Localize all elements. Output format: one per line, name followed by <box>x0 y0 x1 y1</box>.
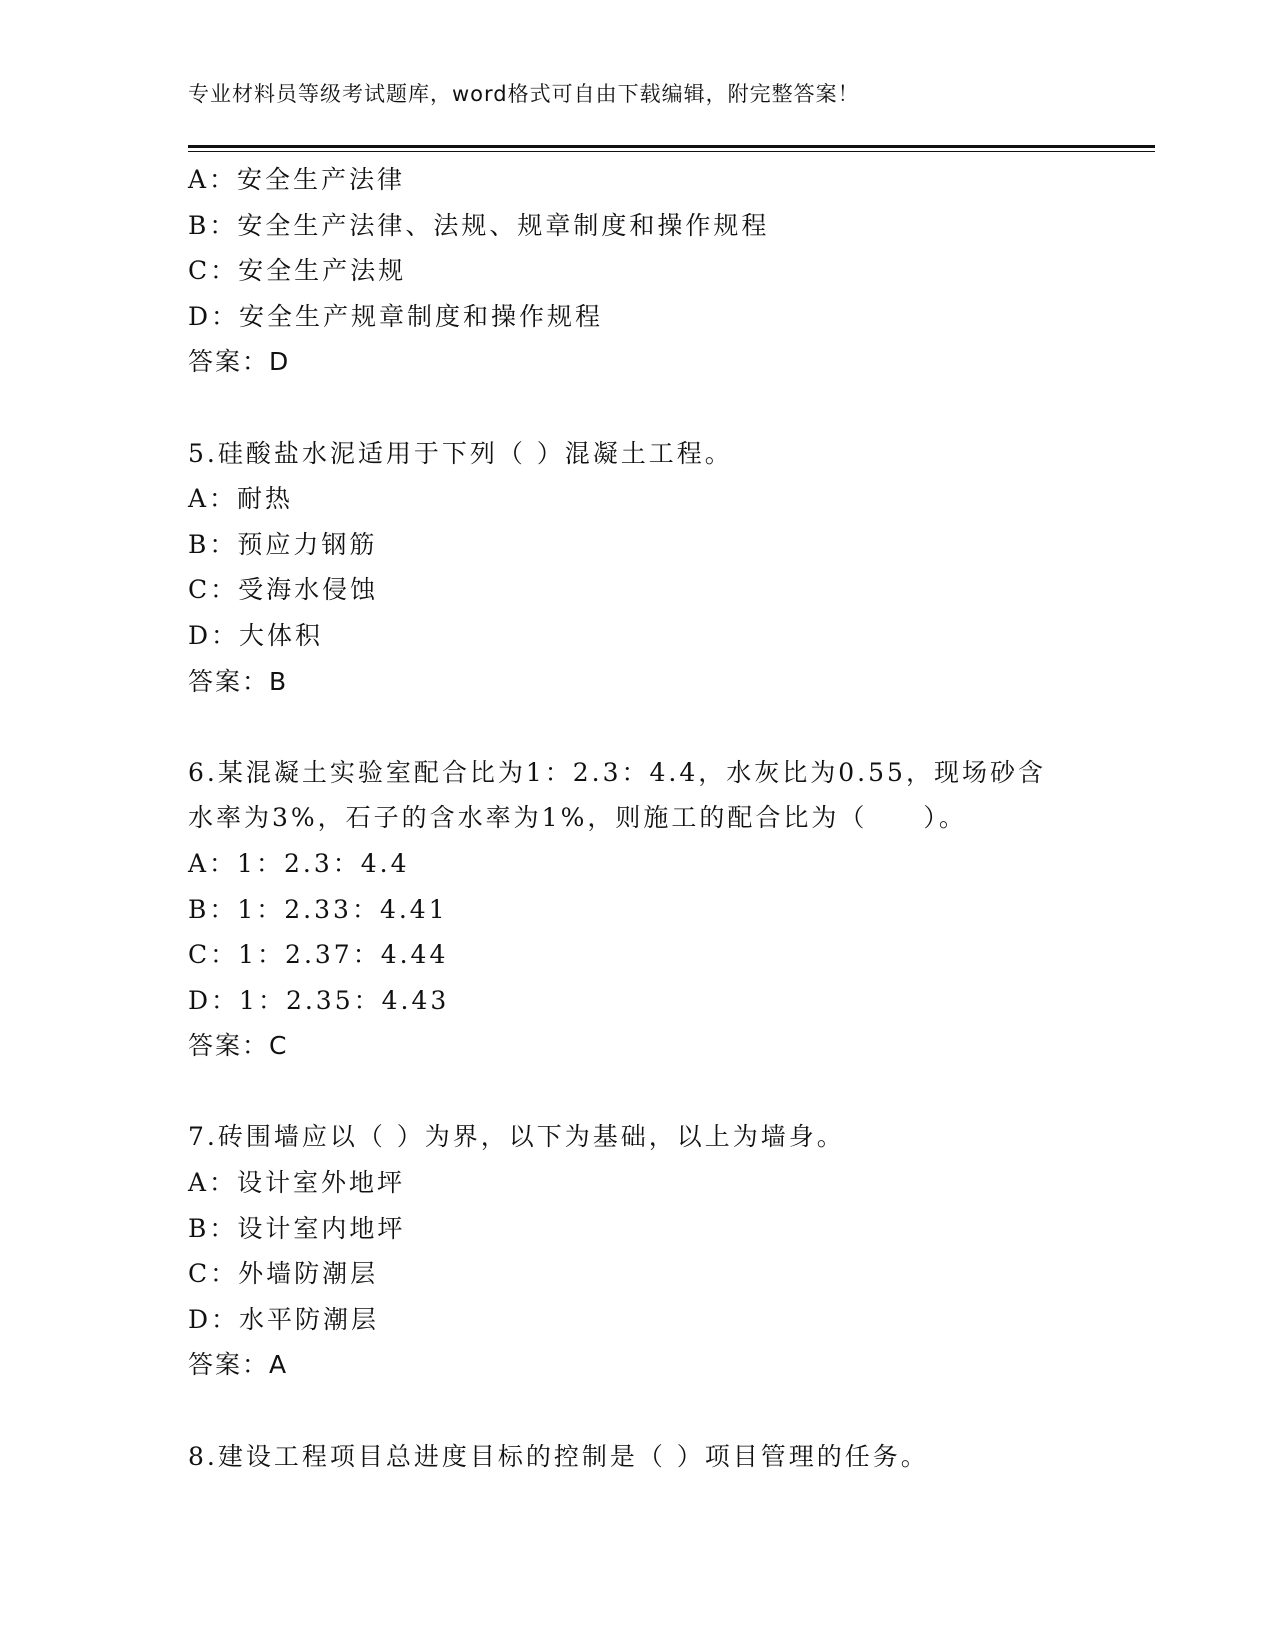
option-c: C：受海水侵蚀 <box>188 575 379 605</box>
option-d: D：大体积 <box>188 620 324 650</box>
spacer <box>188 385 1068 431</box>
option-c: C：安全生产法规 <box>188 256 407 286</box>
header-rule-thin <box>188 151 1155 152</box>
question-stem: 8.建设工程项目总进度目标的控制是（ ）项目管理的任务。 <box>188 1441 929 1471</box>
question-stem: 7.砖围墙应以（ ）为界，以下为基础，以上为墙身。 <box>188 1122 845 1152</box>
option-d: D：安全生产规章制度和操作规程 <box>188 301 604 331</box>
question-5 <box>188 431 1068 705</box>
option-d: D：1：2.35：4.43 <box>188 985 450 1015</box>
option-c: C：1：2.37：4.44 <box>188 940 449 970</box>
question-stem-line-2: 水率为3%，石子的含水率为1%，则施工的配合比为（ ）。 <box>188 803 967 833</box>
option-c: C：外墙防潮层 <box>188 1259 379 1289</box>
page-header: 专业材料员等级考试题库，word格式可自由下载编辑，附完整答案！ <box>188 82 860 106</box>
option-d: D：水平防潮层 <box>188 1304 380 1334</box>
answer: 答案：D <box>188 347 291 377</box>
question-stem: 5.硅酸盐水泥适用于下列（ ）混凝土工程。 <box>188 438 733 468</box>
option-b: B：预应力钢筋 <box>188 529 378 559</box>
header-rule <box>188 145 1155 148</box>
question-7 <box>188 1114 1068 1388</box>
option-a: A：耐热 <box>188 484 294 514</box>
spacer <box>188 1069 1068 1115</box>
answer: 答案：C <box>188 1031 289 1061</box>
option-a: A：安全生产法律 <box>188 165 406 194</box>
spacer <box>188 1388 1068 1434</box>
option-b: B：设计室内地坪 <box>188 1213 406 1243</box>
question-6 <box>188 750 1068 1069</box>
spacer <box>188 704 1068 750</box>
option-a: A：设计室外地坪 <box>188 1168 406 1198</box>
question-8 <box>188 1434 1068 1480</box>
option-b: B：安全生产法律、法规、规章制度和操作规程 <box>188 210 770 240</box>
answer: 答案：A <box>188 1350 289 1380</box>
question-stem-line-1: 6.某混凝土实验室配合比为1：2.3：4.4，水灰比为0.55，现场砂含 <box>188 757 1046 787</box>
option-b: B：1：2.33：4.41 <box>188 894 448 924</box>
question-4 <box>188 157 1068 385</box>
answer: 答案：B <box>188 666 289 696</box>
option-a: A：1：2.3：4.4 <box>188 848 410 878</box>
question-list <box>188 157 1068 1479</box>
